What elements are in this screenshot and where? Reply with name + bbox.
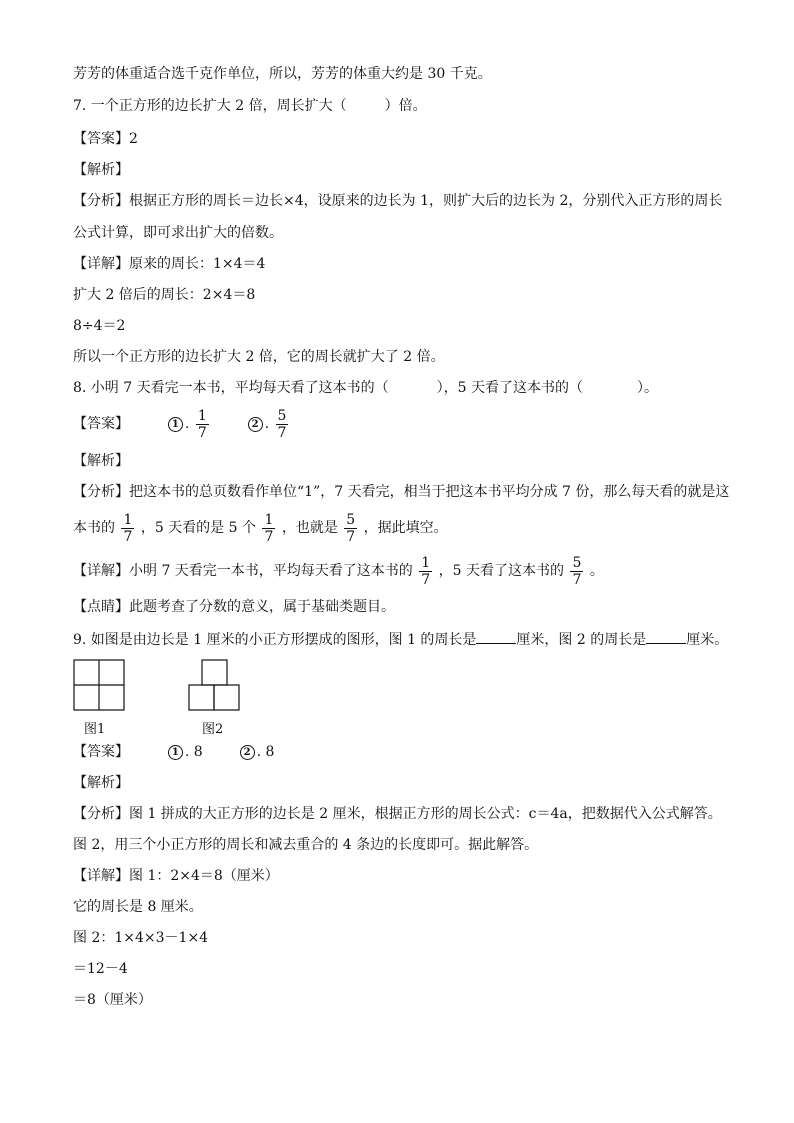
answer-sep: .	[264, 416, 270, 432]
question-7	[73, 96, 427, 116]
detail-text: 它的周长是 8 厘米。	[73, 899, 203, 915]
detail-text: ＝12－4	[73, 961, 128, 977]
question-text: 7. 一个正方形的边长扩大 2 倍，周长扩大（	[73, 98, 347, 114]
fraction: $\frac{1}{7}$	[264, 511, 274, 545]
fraction: $\frac{5}{7}$	[346, 511, 356, 545]
answer-sep: .	[184, 416, 190, 432]
circled-number: 1	[168, 417, 183, 432]
analysis-heading: 【解析】	[73, 453, 129, 469]
answer-blank	[646, 629, 686, 644]
fraction: $\frac{1}{7}$	[123, 511, 133, 545]
question-text: 8. 小明 7 天看完一本书，平均每天看了这本书的（	[73, 380, 389, 396]
fraction: $\frac{1}{7}$	[197, 407, 207, 441]
detail-text: 【详解】图 1：2×4＝8（厘米）	[73, 868, 279, 884]
answer-line: 【答案】2	[73, 131, 138, 147]
fraction: $\frac{1}{7}$	[421, 554, 431, 588]
question-text: ）倍。	[384, 98, 427, 114]
figure-2-label: 图2	[202, 722, 224, 737]
detail-text: 8÷4＝2	[73, 318, 126, 334]
answer-line: 【答案】 1 . 8 2 . 8	[73, 744, 275, 760]
question-text: ），5 天看了这本书的（	[436, 380, 583, 396]
detail-text: 所以一个正方形的边长扩大 2 倍，它的周长就扩大了 2 倍。	[73, 349, 445, 365]
answer-blank	[476, 629, 516, 644]
answer-label: 【答案】	[73, 416, 129, 432]
analysis-text: 公式计算，即可求出扩大的倍数。	[73, 225, 283, 241]
text-line: 芳芳的体重适合选千克作单位，所以，芳芳的体重大约是 30 千克。	[73, 66, 492, 82]
analysis-text: 【分析】根据正方形的周长＝边长×4，设原来的边长为 1，则扩大后的边长为 2，分别代入正方形的周长	[73, 193, 723, 209]
analysis-heading: 【解析】	[73, 162, 129, 178]
circled-number: 2	[240, 745, 255, 760]
analysis-heading: 【解析】	[73, 775, 129, 791]
fraction: $\frac{5}{7}$	[277, 407, 287, 441]
detail-text: 【详解】原来的周长：1×4＝4	[73, 256, 266, 272]
tip-text: 【点睛】此题考查了分数的意义，属于基础类题目。	[73, 599, 395, 615]
detail-text: 图 2：1×4×3－1×4	[73, 930, 209, 946]
detail-text: 扩大 2 倍后的周长：2×4＝8	[73, 287, 256, 303]
analysis-text: 【分析】图 1 拼成的大正方形的边长是 2 厘米，根据正方形的周长公式：c＝4a，把数据代入公式解答。	[73, 806, 722, 822]
circled-number: 1	[168, 745, 183, 760]
detail-text: 【详解】小明 7 天看完一本书，平均每天看了这本书的 $\frac{1}{7}$ ，5 天看了这本书的 $\frac{5}{7}$ 。	[73, 554, 604, 588]
figure-1-square-grid	[73, 659, 127, 713]
analysis-text: 【分析】把这本书的总页数看作单位“1”，7 天看完，相当于把这本书平均分成 7 份，那么每天看的就是这	[73, 484, 730, 500]
question-text: ）。	[636, 380, 658, 396]
fraction: $\frac{5}{7}$	[572, 554, 582, 588]
figure-2-square-shape	[188, 659, 244, 713]
circled-number: 2	[248, 417, 263, 432]
answer-line	[73, 406, 290, 442]
question-8	[73, 378, 658, 398]
detail-text: ＝8（厘米）	[73, 992, 152, 1008]
question-9: 9. 如图是由边长是 1 厘米的小正方形摆成的图形，图 1 的周长是 厘米，图 2 的周长是 厘米。	[73, 629, 728, 650]
analysis-text: 图 2，用三个小正方形的周长和减去重合的 4 条边的长度即可。据此解答。	[73, 837, 539, 853]
figure-1-label: 图1	[84, 722, 106, 737]
analysis-text: 本书的 $\frac{1}{7}$ ，5 天看的是 5 个 $\frac{1}{7}$ ，也就是 $\frac{5}{7}$ ，据此填空。	[73, 511, 448, 545]
